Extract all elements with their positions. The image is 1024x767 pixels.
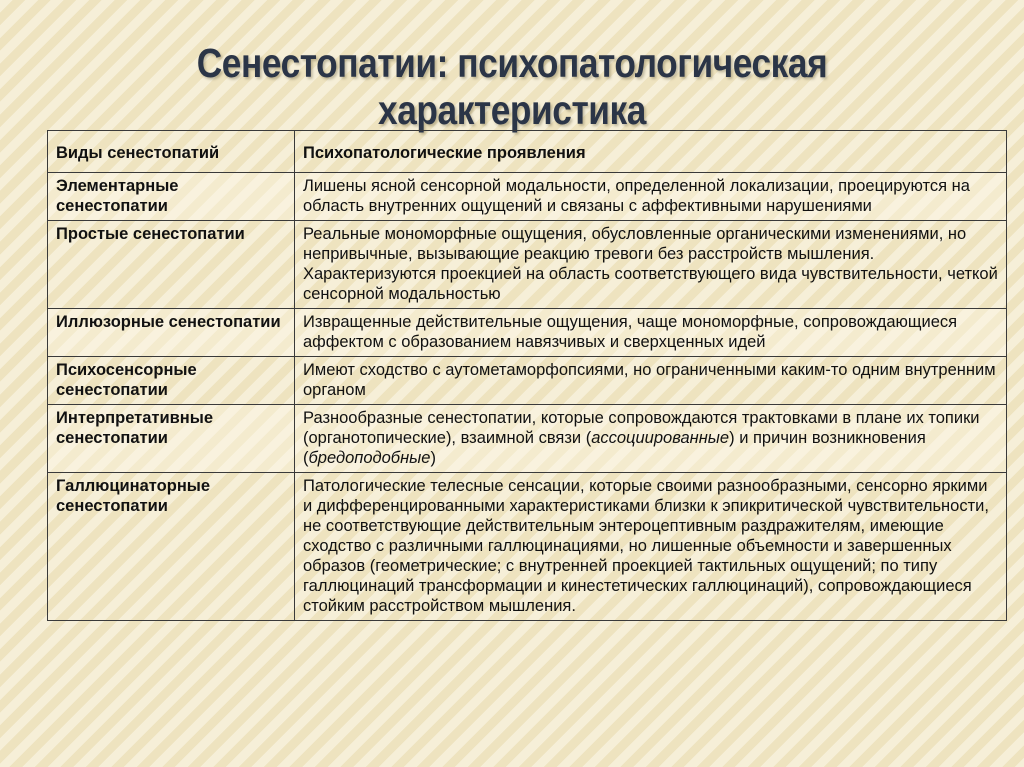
type-cell: Иллюзорные сенестопатии bbox=[48, 309, 295, 357]
description-cell: Имеют сходство с аутометаморфопсиями, но ограниченными каким-то одним внутренним органом bbox=[295, 357, 1007, 405]
description-text: ) bbox=[430, 449, 436, 467]
table-header-row bbox=[48, 131, 1007, 173]
table-row bbox=[48, 473, 1007, 621]
description-text: ) и причин возникновения ( bbox=[303, 429, 926, 467]
description-emphasis: бредоподобные bbox=[308, 449, 431, 467]
table-row bbox=[48, 405, 1007, 473]
description-cell bbox=[295, 405, 1007, 473]
description-emphasis: ассоциированные bbox=[591, 429, 730, 447]
type-cell: Галлюцинаторные сенестопатии bbox=[48, 473, 295, 621]
description-cell: Реальные мономорфные ощущения, обусловленные органическими изменениями, но непривычные, вызывающие реакцию тревоги без расстройств мышления. Характеризуются проекцией на область соответствующего вида чувствительности, четкой сенсорной модальностью bbox=[295, 221, 1007, 309]
description-cell: Патологические телесные сенсации, которые своими разнообразными, сенсорно яркими и дифференцированными характеристиками близки к эпикритической чувствительности, не соответствующие действительным энтероцептивным раздражителям, имеющие сходство с различными галлюцинациями, но лишенные объемности и завершенных образов (геометрические; с внутренней проекцией тактильных ощущений; по типу галлюцинаций трансформации и кинестетических галлюцинаций), сопровождающиеся стойким расстройством мышления. bbox=[295, 473, 1007, 621]
table-row bbox=[48, 173, 1007, 221]
table-row bbox=[48, 309, 1007, 357]
table-row bbox=[48, 357, 1007, 405]
type-cell: Интерпретативные сенестопатии bbox=[48, 405, 295, 473]
description-cell: Извращенные действительные ощущения, чаще мономорфные, сопровождающиеся аффектом с образованием навязчивых и сверхценных идей bbox=[295, 309, 1007, 357]
type-cell: Простые сенестопатии bbox=[48, 221, 295, 309]
senestopathy-table-container bbox=[47, 130, 1007, 621]
slide-title: Сенестопатии: психопатологическая характеристика bbox=[196, 40, 828, 133]
description-text: Разнообразные сенестопатии, которые сопровождаются трактовками в плане их топики (органотопические), взаимной связи ( bbox=[303, 409, 980, 447]
description-cell: Лишены ясной сенсорной модальности, определенной локализации, проецируются на область внутренних ощущений и связаны с аффективными нарушениями bbox=[295, 173, 1007, 221]
type-cell: Элементарные сенестопатии bbox=[48, 173, 295, 221]
senestopathy-table bbox=[47, 130, 1007, 621]
table-row bbox=[48, 221, 1007, 309]
header-types: Виды сенестопатий bbox=[48, 131, 295, 173]
type-cell: Психосенсорные сенестопатии bbox=[48, 357, 295, 405]
header-manifestations: Психопатологические проявления bbox=[295, 131, 1007, 173]
